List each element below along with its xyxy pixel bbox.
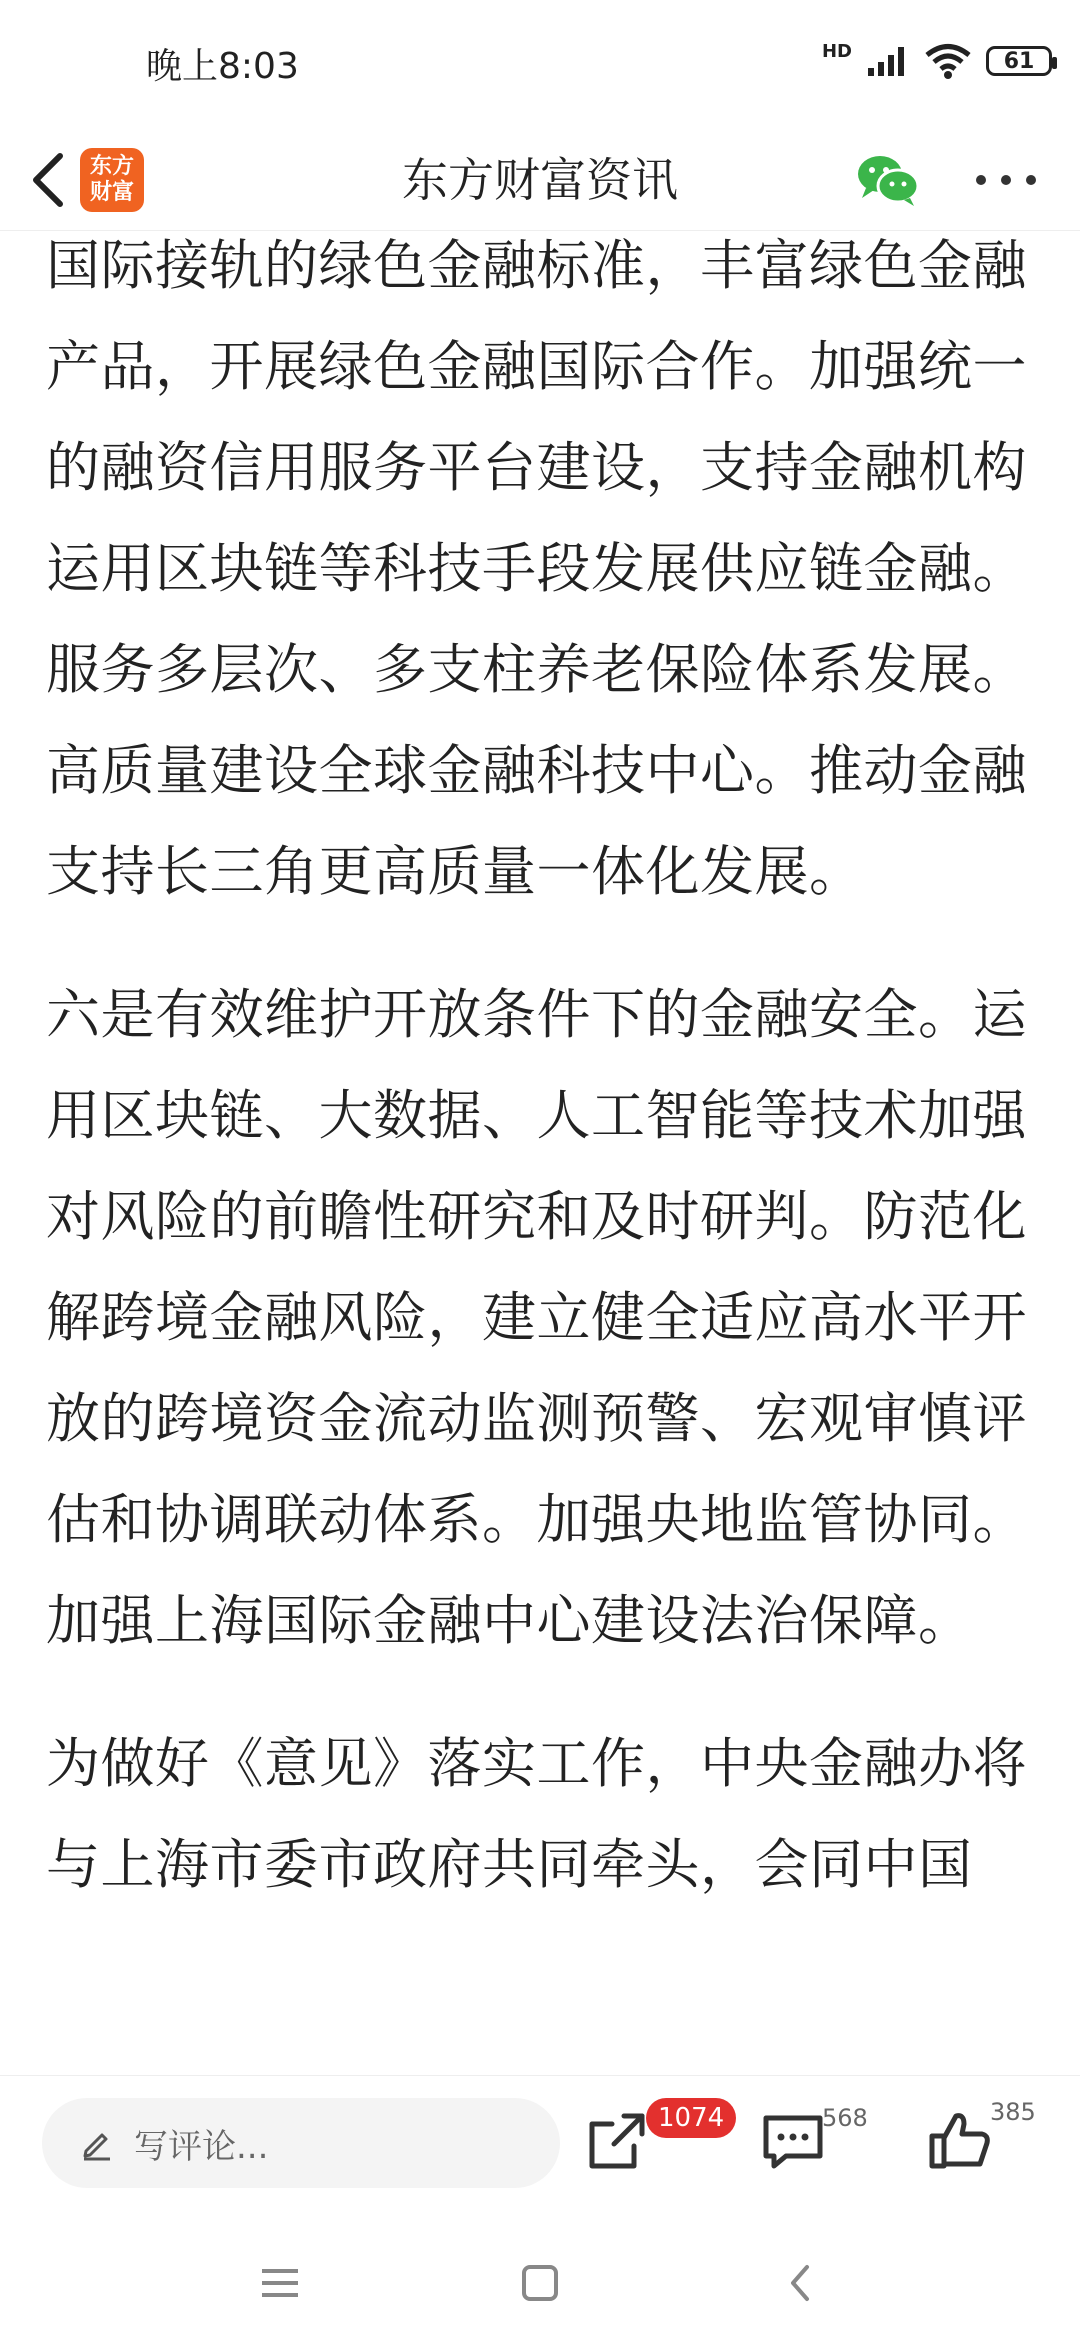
thumbs-up-icon: [926, 2106, 996, 2176]
logo-text-bottom: 财富: [89, 180, 134, 205]
home-square-icon: [520, 2263, 560, 2303]
battery-level: 61: [1003, 48, 1035, 74]
comment-bubble-icon: [758, 2106, 828, 2176]
page-title: 东方财富资讯: [402, 153, 678, 207]
share-icon: [582, 2106, 652, 2176]
more-options-button[interactable]: [976, 156, 1036, 204]
wifi-icon: [924, 42, 972, 80]
battery-indicator: [986, 46, 1052, 76]
wechat-icon: [856, 152, 920, 208]
system-navigation-bar: [0, 2225, 1080, 2340]
article-paragraph: 为做好《意见》落实工作，中央金融办将与上海市委市政府共同牵头，会同中国: [46, 1732, 1027, 1896]
signal-icon: [866, 44, 910, 78]
status-icons: [822, 42, 1052, 80]
menu-icon: [260, 2265, 300, 2301]
article-paragraph: 国际接轨的绿色金融标准，丰富绿色金融产品，开展绿色金融国际合作。加强统一的融资信用服务平台建设，支持金融机构运用区块链等科技手段发展供应链金融。服务多层次、多支柱养老保险体系发展。高质量建设全球金融科技中心。推动金融支持长三角更高质量一体化发展。: [46, 234, 1027, 903]
more-dot: [1026, 175, 1036, 185]
status-time: 晚上8:03: [146, 46, 299, 87]
article-paragraph: 六是有效维护开放条件下的金融安全。运用区块链、大数据、人工智能等技术加强对风险的前瞻性研究和及时研判。防范化解跨境金融风险，建立健全适应高水平开放的跨境资金流动监测预警、宏观审慎评估和协调联动体系。加强央地监管协同。加强上海国际金融中心建设法治保障。: [46, 983, 1027, 1652]
pencil-icon: [78, 2125, 114, 2161]
system-menu-button[interactable]: [250, 2253, 310, 2313]
more-dot: [976, 175, 986, 185]
back-arrow-icon: [785, 2263, 815, 2303]
status-bar: [0, 0, 1080, 130]
like-count: 385: [990, 2098, 1036, 2126]
more-dot: [1001, 175, 1011, 185]
share-count-badge: 1074: [646, 2098, 736, 2138]
comment-count: 568: [822, 2104, 868, 2132]
article-body: [46, 215, 1042, 2075]
network-label: HD: [821, 40, 852, 62]
system-home-button[interactable]: [510, 2253, 570, 2313]
system-back-button[interactable]: [770, 2253, 830, 2313]
comment-placeholder: 写评论...: [134, 2126, 269, 2167]
comment-input[interactable]: [42, 2098, 560, 2188]
wechat-share-button[interactable]: [856, 152, 920, 208]
action-bar: [0, 2075, 1080, 2226]
logo-text-top: 东方: [89, 154, 134, 179]
